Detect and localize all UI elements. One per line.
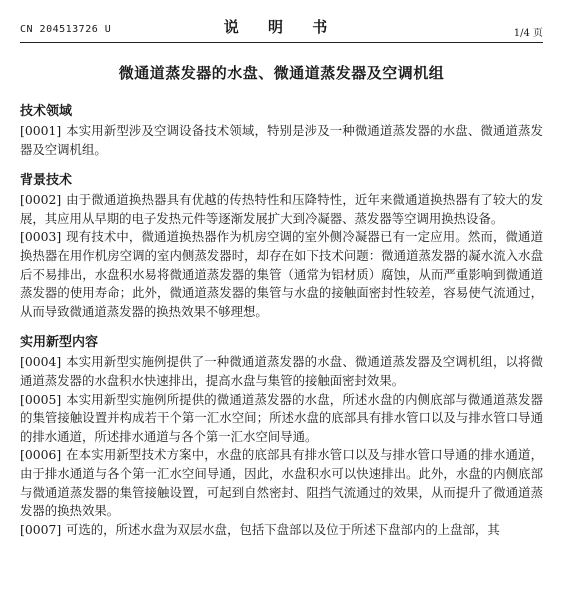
document-type: 说 明 书 <box>223 18 340 36</box>
section-background <box>20 171 543 321</box>
document-body <box>20 102 543 539</box>
paragraph-text: 本实用新型实施例所提供的微通道蒸发器的水盘，所述水盘的内侧底部与微通道蒸发器的集管接触设置并构成若干个第一汇水空间；所述水盘的底部具有排水管口以及与排水管口导通的排水通道，所述排水通道与各个第一汇水空间导通。 <box>20 391 543 444</box>
paragraph-number: [0001] <box>20 123 62 138</box>
paragraph <box>20 521 543 540</box>
publication-number: CN 204513726 U <box>20 24 112 35</box>
paragraph-text: 本实用新型涉及空调设备技术领域，特别是涉及一种微通道蒸发器的水盘、微通道蒸发器及空调机组。 <box>20 123 543 157</box>
document-title: 微通道蒸发器的水盘、微通道蒸发器及空调机组 <box>118 64 445 82</box>
section-heading: 实用新型内容 <box>20 335 99 351</box>
paragraph <box>20 391 543 447</box>
page-number: 1/4 页 <box>513 28 543 39</box>
paragraph <box>20 228 543 321</box>
paragraph-number: [0002] <box>20 192 62 208</box>
paragraph <box>20 446 543 520</box>
section-heading: 背景技术 <box>20 173 73 189</box>
paragraph-text: 本实用新型实施例提供了一种微通道蒸发器的水盘、微通道蒸发器及空调机组，以将微通道蒸发器的水盘积水快速排出，提高水盘与集管的接触面密封效果。 <box>20 354 543 388</box>
paragraph-number: [0005] <box>20 391 62 407</box>
paragraph-text: 现有技术中，微通道换热器作为机房空调的室外侧冷凝器已有一定应用。然而，微通道换热器在用作机房空调的室内侧蒸发器时，却存在如下技术问题：微通道蒸发器的凝水流入水盘后不易排出，水盘积水易将微通道蒸发器的集管（通常为铝材质）腐蚀，从而严重影响到微通道蒸发器的使用寿命；此外，微通道蒸发器的集管与水盘的接触面密封性较差，容易使气流通过，从而导致微通道蒸发器的换热效果不够理想。 <box>20 229 543 319</box>
paragraph-text: 由于微通道换热器具有优越的传热特性和压降特性，近年来微通道换热器有了较大的发展，其应用从早期的电子发热元件等逐渐发展扩大到冷凝器、蒸发器等空调用换热设备。 <box>20 192 543 226</box>
paragraph-number: [0007] <box>20 521 62 537</box>
paragraph-text: 可选的，所述水盘为双层水盘，包括下盘部以及位于所述下盘部内的上盘部，其 <box>66 521 500 537</box>
paragraph-number: [0003] <box>20 229 62 245</box>
section-technical-field <box>20 102 543 159</box>
paragraph-number: [0004] <box>20 354 62 370</box>
paragraph-number: [0006] <box>20 447 62 463</box>
paragraph <box>20 191 543 228</box>
page-header <box>20 14 543 43</box>
paragraph <box>20 122 543 159</box>
section-summary <box>20 333 543 539</box>
paragraph <box>20 353 543 390</box>
paragraph-text: 在本实用新型技术方案中，水盘的底部具有排水管口以及与排水管口导通的排水通道，由于排水通道与各个第一汇水空间导通，因此，水盘积水可以快速排出。此外，水盘的内侧底部与微通道蒸发器的集管接触设置，可起到自然密封、阻挡气流通过的效果，从而提升了微通道蒸发器的换热效果。 <box>20 447 543 519</box>
section-heading: 技术领域 <box>20 104 73 119</box>
